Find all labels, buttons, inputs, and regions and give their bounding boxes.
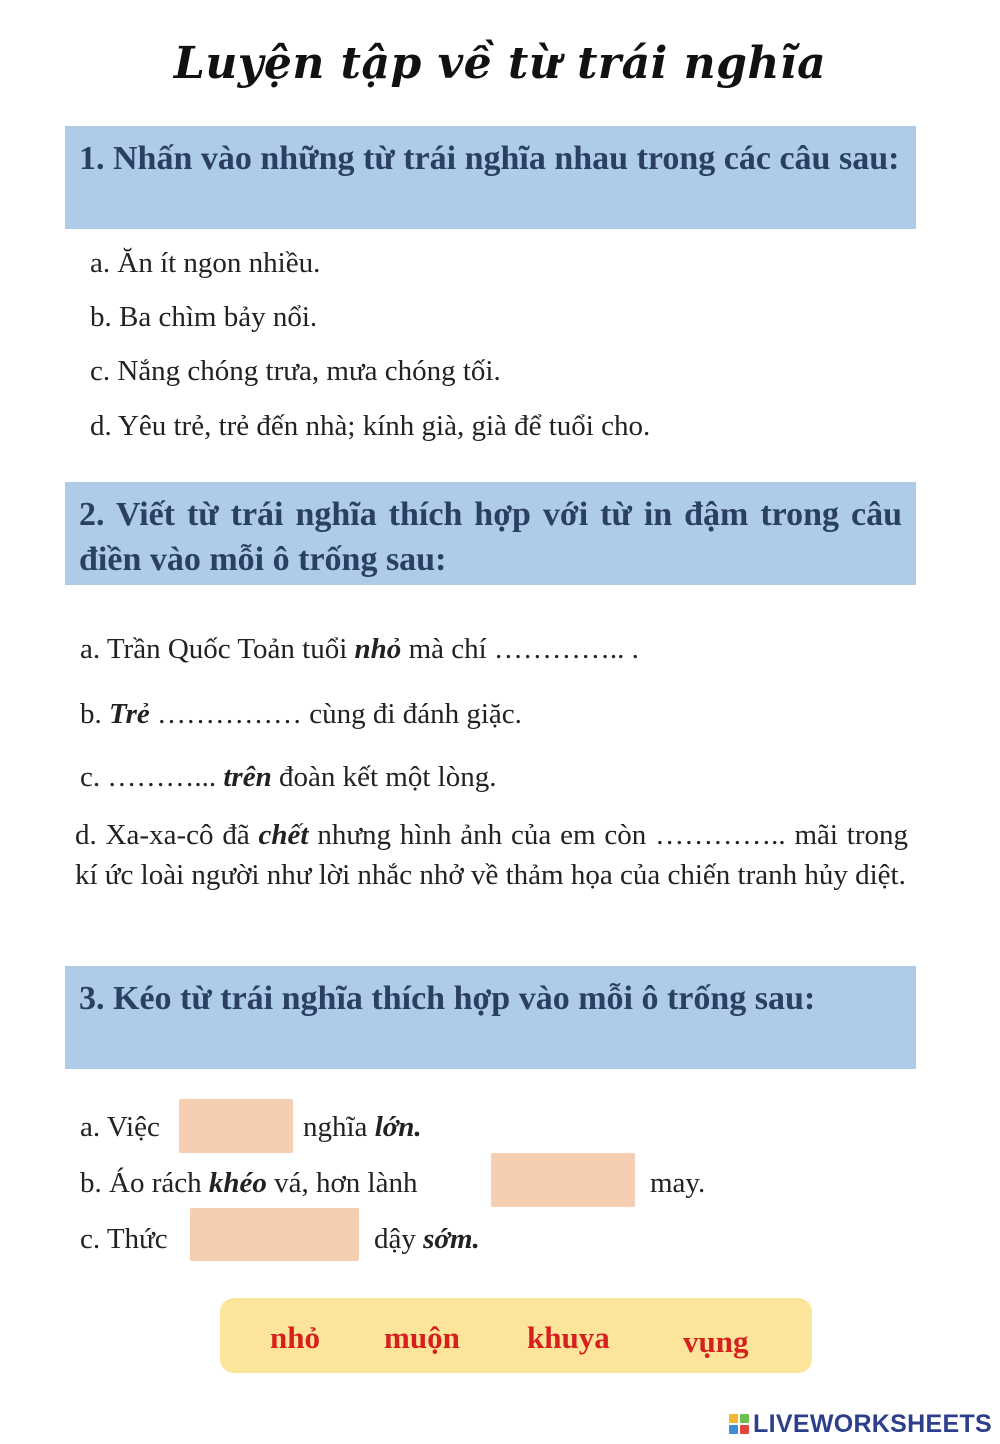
drop-zone-3b[interactable] — [491, 1153, 635, 1207]
sentence-2a-pre: a. Trần Quốc Toản tuổi — [80, 633, 355, 665]
fill-blank-2c[interactable]: c. ………... — [80, 761, 224, 793]
bold-word-nho: nhỏ — [354, 633, 402, 665]
section-3-heading: 3. Kéo từ trái nghĩa thích hợp vào mỗi ô trống sau: — [65, 966, 916, 1069]
liveworksheets-logo-text: LIVEWORKSHEETS — [753, 1409, 992, 1438]
liveworksheets-logo-icon — [729, 1414, 749, 1434]
sentence-3b-mid: vá, hơn lành — [266, 1167, 418, 1199]
drop-zone-3a[interactable] — [179, 1099, 293, 1153]
sentence-2d-pre: d. Xa-xa-cô đã — [75, 819, 259, 851]
fill-blank-2d[interactable]: nhưng hình ảnh của em còn ………….. mãi trong kí ức loài người như lời nhắc nhở về thảm họa của chiến tranh hủy diệt. — [75, 819, 909, 891]
sentence-3c-rest — [374, 1222, 480, 1256]
sentence-3a-post: nghĩa — [303, 1111, 375, 1143]
bold-word-kheo: khéo — [208, 1167, 267, 1199]
fill-blank-2b[interactable]: …………… cùng đi đánh giặc. — [149, 698, 522, 730]
sentence-3b-label — [80, 1166, 417, 1200]
bold-word-lon: lớn. — [374, 1111, 422, 1143]
sentence-2b-pre: b. — [80, 698, 109, 730]
sentence-3c-post: dậy — [374, 1223, 424, 1255]
drag-word-khuya[interactable]: khuya — [527, 1320, 610, 1355]
liveworksheets-logo — [729, 1408, 992, 1440]
sentence-3b-post: may. — [650, 1167, 706, 1199]
section-2-heading: 2. Viết từ trái nghĩa thích hợp với từ in đậm trong câu điền vào mỗi ô trống sau: — [65, 482, 916, 585]
sentence-3a-rest — [303, 1110, 422, 1144]
sentence-2d — [75, 815, 908, 895]
bold-word-tren: trên — [223, 761, 272, 793]
page-title: Luyện tập về từ trái nghĩa — [173, 38, 827, 89]
section-1-heading: 1. Nhấn vào những từ trái nghĩa nhau trong các câu sau: — [65, 126, 916, 229]
sentence-2c — [80, 760, 496, 794]
sentence-3a-label: a. Việc — [80, 1111, 160, 1143]
fill-blank-2a[interactable]: mà chí ………….. . — [401, 633, 639, 665]
bold-word-tre: Trẻ — [109, 698, 150, 730]
drag-word-vung[interactable]: vụng — [683, 1324, 749, 1359]
drop-zone-3c[interactable] — [190, 1208, 359, 1261]
sentence-2a — [80, 632, 639, 666]
sentence-2b — [80, 697, 522, 731]
bold-word-chet: chết — [258, 819, 309, 851]
sentence-1d[interactable]: d. Yêu trẻ, trẻ đến nhà; kính già, già để tuổi cho. — [90, 410, 651, 442]
sentence-2c-post: đoàn kết một lòng. — [271, 761, 497, 793]
sentence-1a[interactable]: a. Ăn ít ngon nhiều. — [90, 247, 321, 279]
sentence-1b[interactable]: b. Ba chìm bảy nổi. — [90, 301, 318, 333]
bold-word-som: sớm. — [423, 1223, 480, 1255]
sentence-1c[interactable]: c. Nắng chóng trưa, mưa chóng tối. — [90, 355, 501, 387]
sentence-3b-pre: b. Áo rách — [80, 1167, 209, 1199]
drag-word-muon[interactable]: muộn — [384, 1320, 460, 1355]
drag-word-nho[interactable]: nhỏ — [270, 1320, 320, 1355]
sentence-3c-label: c. Thức — [80, 1223, 168, 1255]
